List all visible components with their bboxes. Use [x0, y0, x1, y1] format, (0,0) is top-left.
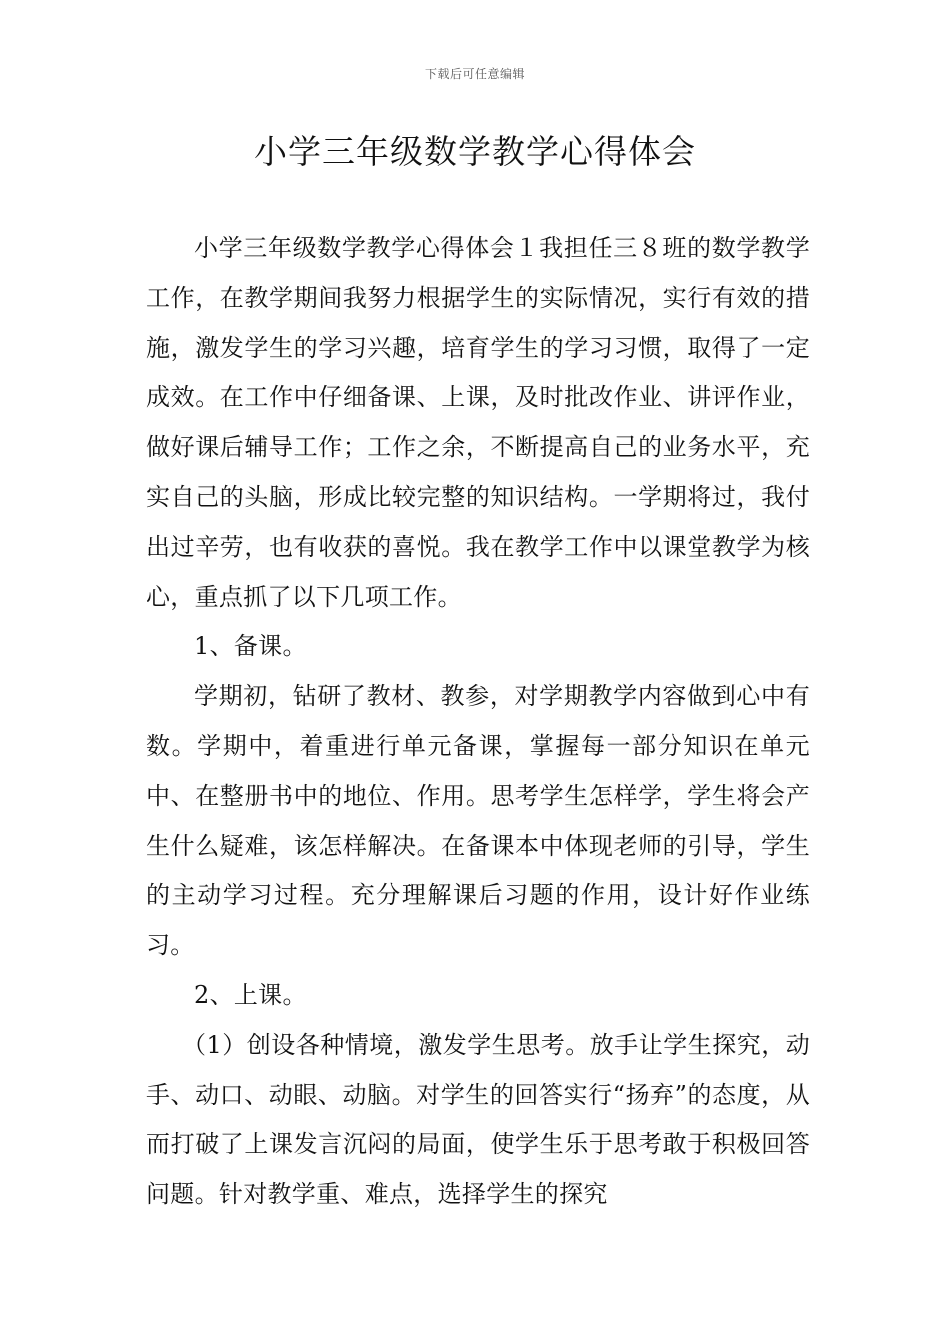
paragraph-teaching-point-1: （1）创设各种情境，激发学生思考。放手让学生探究，动手、动口、动眼、动脑。对学生的回答实行“扬弃”的态度，从而打破了上课发言沉闷的局面，使学生乐于思考敢于积极回答问题。针对教学重、难点，选择学生的探究	[146, 1030, 810, 1209]
document-title: 小学三年级数学教学心得体会	[254, 132, 696, 171]
section-heading-teaching: 2、上课。	[194, 980, 307, 1009]
document-body	[146, 224, 810, 1220]
paragraph-lesson-prep: 学期初，钻研了教材、教参，对学期教学内容做到心中有数。学期中，着重进行单元备课，掌握每一部分知识在单元中、在整册书中的地位、作用。思考学生怎样学，学生将会产生什么疑难，该怎样解决。在备课本中体现老师的引导，学生的主动学习过程。充分理解课后习题的作用，设计好作业练习。	[146, 682, 810, 960]
section-heading-lesson-prep: 1、备课。	[194, 632, 307, 661]
header-note: 下载后可任意编辑	[424, 67, 525, 81]
paragraph-intro: 小学三年级数学教学心得体会１我担任三８班的数学教学工作，在教学期间我努力根据学生的实际情况，实行有效的措施，激发学生的学习兴趣，培育学生的学习习惯，取得了一定成效。在工作中仔细备课、上课，及时批改作业、讲评作业，做好课后辅导工作；工作之余，不断提高自己的业务水平，充实自己的头脑，形成比较完整的知识结构。一学期将过，我付出过辛劳，也有收获的喜悦。我在教学工作中以课堂教学为核心，重点抓了以下几项工作。	[146, 234, 810, 611]
